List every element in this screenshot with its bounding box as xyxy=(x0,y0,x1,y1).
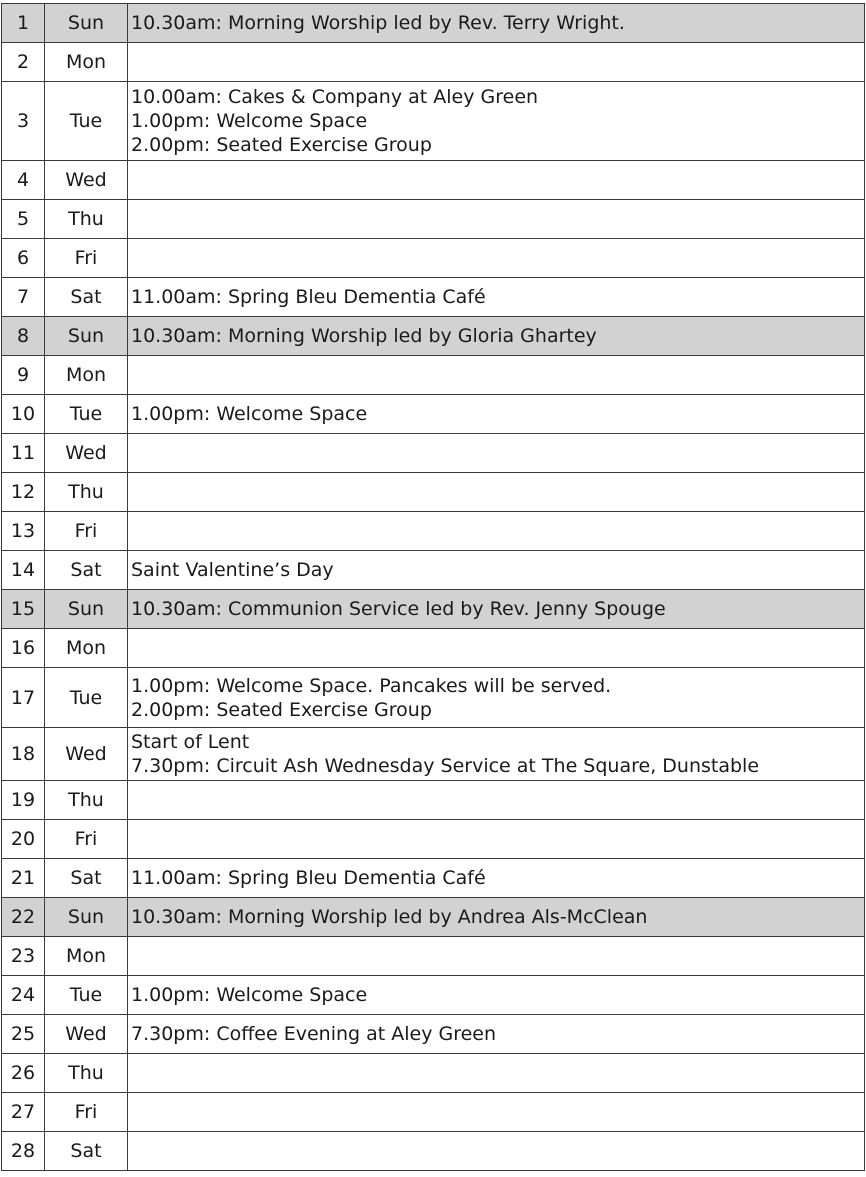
day-of-week: Mon xyxy=(45,629,128,668)
date-number: 8 xyxy=(2,317,45,356)
event-text: 7.30pm: Circuit Ash Wednesday Service at The Square, Dunstable xyxy=(131,755,760,777)
calendar-row xyxy=(2,551,865,590)
calendar-row xyxy=(2,356,865,395)
day-of-week: Thu xyxy=(45,1054,128,1093)
date-number: 22 xyxy=(2,898,45,937)
events-cell xyxy=(128,200,865,239)
day-of-week: Mon xyxy=(45,43,128,82)
events-cell xyxy=(128,278,865,317)
day-of-week: Sat xyxy=(45,551,128,590)
date-number: 9 xyxy=(2,356,45,395)
day-of-week: Tue xyxy=(45,668,128,728)
calendar-row xyxy=(2,1054,865,1093)
calendar-row xyxy=(2,473,865,512)
events-cell xyxy=(128,590,865,629)
day-of-week: Wed xyxy=(45,1015,128,1054)
calendar-row xyxy=(2,161,865,200)
calendar-row xyxy=(2,1093,865,1132)
event-text: 2.00pm: Seated Exercise Group xyxy=(131,698,432,721)
events-cell xyxy=(128,781,865,820)
calendar-row xyxy=(2,728,865,781)
events-cell xyxy=(128,937,865,976)
date-number: 28 xyxy=(2,1132,45,1171)
date-number: 21 xyxy=(2,859,45,898)
day-of-week: Fri xyxy=(45,512,128,551)
day-of-week: Fri xyxy=(45,820,128,859)
date-number: 14 xyxy=(2,551,45,590)
day-of-week: Sun xyxy=(45,898,128,937)
calendar-row xyxy=(2,668,865,728)
event-text: 10.30am: Morning Worship led by Gloria Ghartey xyxy=(131,325,597,347)
date-number: 10 xyxy=(2,395,45,434)
date-number: 12 xyxy=(2,473,45,512)
calendar-row xyxy=(2,4,865,43)
date-number: 11 xyxy=(2,434,45,473)
events-cell xyxy=(128,976,865,1015)
date-number: 24 xyxy=(2,976,45,1015)
calendar-row xyxy=(2,434,865,473)
date-number: 2 xyxy=(2,43,45,82)
calendar-row xyxy=(2,200,865,239)
calendar-row xyxy=(2,1015,865,1054)
events-cell xyxy=(128,820,865,859)
events-cell xyxy=(128,356,865,395)
event-text: 11.00am: Spring Bleu Dementia Café xyxy=(131,867,486,889)
events-cell xyxy=(128,1093,865,1132)
date-number: 18 xyxy=(2,728,45,781)
event-text: 1.00pm: Welcome Space. Pancakes will be served. xyxy=(131,674,612,697)
date-number: 13 xyxy=(2,512,45,551)
date-number: 5 xyxy=(2,200,45,239)
events-cell xyxy=(128,239,865,278)
day-of-week: Tue xyxy=(45,395,128,434)
event-text: 11.00am: Spring Bleu Dementia Café xyxy=(131,286,486,308)
event-text: 1.00pm: Welcome Space xyxy=(131,403,368,425)
events-cell xyxy=(128,1132,865,1171)
date-number: 26 xyxy=(2,1054,45,1093)
day-of-week: Tue xyxy=(45,976,128,1015)
day-of-week: Sat xyxy=(45,278,128,317)
events-cell xyxy=(128,668,865,728)
events-cell xyxy=(128,551,865,590)
date-number: 20 xyxy=(2,820,45,859)
events-cell xyxy=(128,898,865,937)
day-of-week: Wed xyxy=(45,728,128,781)
event-text: 10.30am: Morning Worship led by Andrea Als-McClean xyxy=(131,906,648,928)
events-cell xyxy=(128,473,865,512)
calendar-row xyxy=(2,395,865,434)
events-cell xyxy=(128,512,865,551)
events-cell xyxy=(128,629,865,668)
event-text: 1.00pm: Welcome Space xyxy=(131,984,368,1006)
day-of-week: Sat xyxy=(45,1132,128,1171)
date-number: 4 xyxy=(2,161,45,200)
day-of-week: Sat xyxy=(45,859,128,898)
date-number: 23 xyxy=(2,937,45,976)
date-number: 6 xyxy=(2,239,45,278)
date-number: 27 xyxy=(2,1093,45,1132)
date-number: 1 xyxy=(2,4,45,43)
event-text: 1.00pm: Welcome Space xyxy=(131,110,368,132)
calendar-row xyxy=(2,317,865,356)
day-of-week: Sun xyxy=(45,317,128,356)
calendar-row xyxy=(2,629,865,668)
day-of-week: Thu xyxy=(45,781,128,820)
day-of-week: Wed xyxy=(45,434,128,473)
calendar-row xyxy=(2,278,865,317)
calendar-table xyxy=(1,3,865,1171)
events-cell xyxy=(128,434,865,473)
date-number: 7 xyxy=(2,278,45,317)
events-cell xyxy=(128,859,865,898)
day-of-week: Mon xyxy=(45,356,128,395)
events-cell xyxy=(128,4,865,43)
day-of-week: Fri xyxy=(45,1093,128,1132)
event-text: 10.30am: Morning Worship led by Rev. Terry Wright. xyxy=(131,12,625,34)
day-of-week: Thu xyxy=(45,473,128,512)
day-of-week: Mon xyxy=(45,937,128,976)
day-of-week: Sun xyxy=(45,4,128,43)
calendar-row xyxy=(2,239,865,278)
calendar-row xyxy=(2,43,865,82)
day-of-week: Tue xyxy=(45,82,128,161)
event-text: Saint Valentine’s Day xyxy=(131,559,334,581)
calendar-row xyxy=(2,590,865,629)
events-cell xyxy=(128,728,865,781)
day-of-week: Thu xyxy=(45,200,128,239)
calendar-body xyxy=(2,4,865,1171)
calendar-row xyxy=(2,820,865,859)
events-cell xyxy=(128,1015,865,1054)
calendar-row xyxy=(2,859,865,898)
calendar-row xyxy=(2,937,865,976)
event-text: 7.30pm: Coffee Evening at Aley Green xyxy=(131,1023,497,1045)
events-cell xyxy=(128,1054,865,1093)
calendar-row xyxy=(2,898,865,937)
calendar-row xyxy=(2,1132,865,1171)
event-text: Start of Lent xyxy=(131,731,250,753)
events-cell xyxy=(128,161,865,200)
date-number: 15 xyxy=(2,590,45,629)
event-text: 10.30am: Communion Service led by Rev. Jenny Spouge xyxy=(131,598,666,620)
calendar-row xyxy=(2,976,865,1015)
events-cell xyxy=(128,43,865,82)
event-text: 10.00am: Cakes & Company at Aley Green xyxy=(131,86,539,108)
date-number: 16 xyxy=(2,629,45,668)
events-cell xyxy=(128,82,865,161)
date-number: 3 xyxy=(2,82,45,161)
date-number: 19 xyxy=(2,781,45,820)
day-of-week: Wed xyxy=(45,161,128,200)
calendar-row xyxy=(2,82,865,161)
event-text: 2.00pm: Seated Exercise Group xyxy=(131,134,432,156)
date-number: 17 xyxy=(2,668,45,728)
day-of-week: Sun xyxy=(45,590,128,629)
date-number: 25 xyxy=(2,1015,45,1054)
calendar-row xyxy=(2,781,865,820)
events-cell xyxy=(128,317,865,356)
calendar-row xyxy=(2,512,865,551)
events-cell xyxy=(128,395,865,434)
day-of-week: Fri xyxy=(45,239,128,278)
